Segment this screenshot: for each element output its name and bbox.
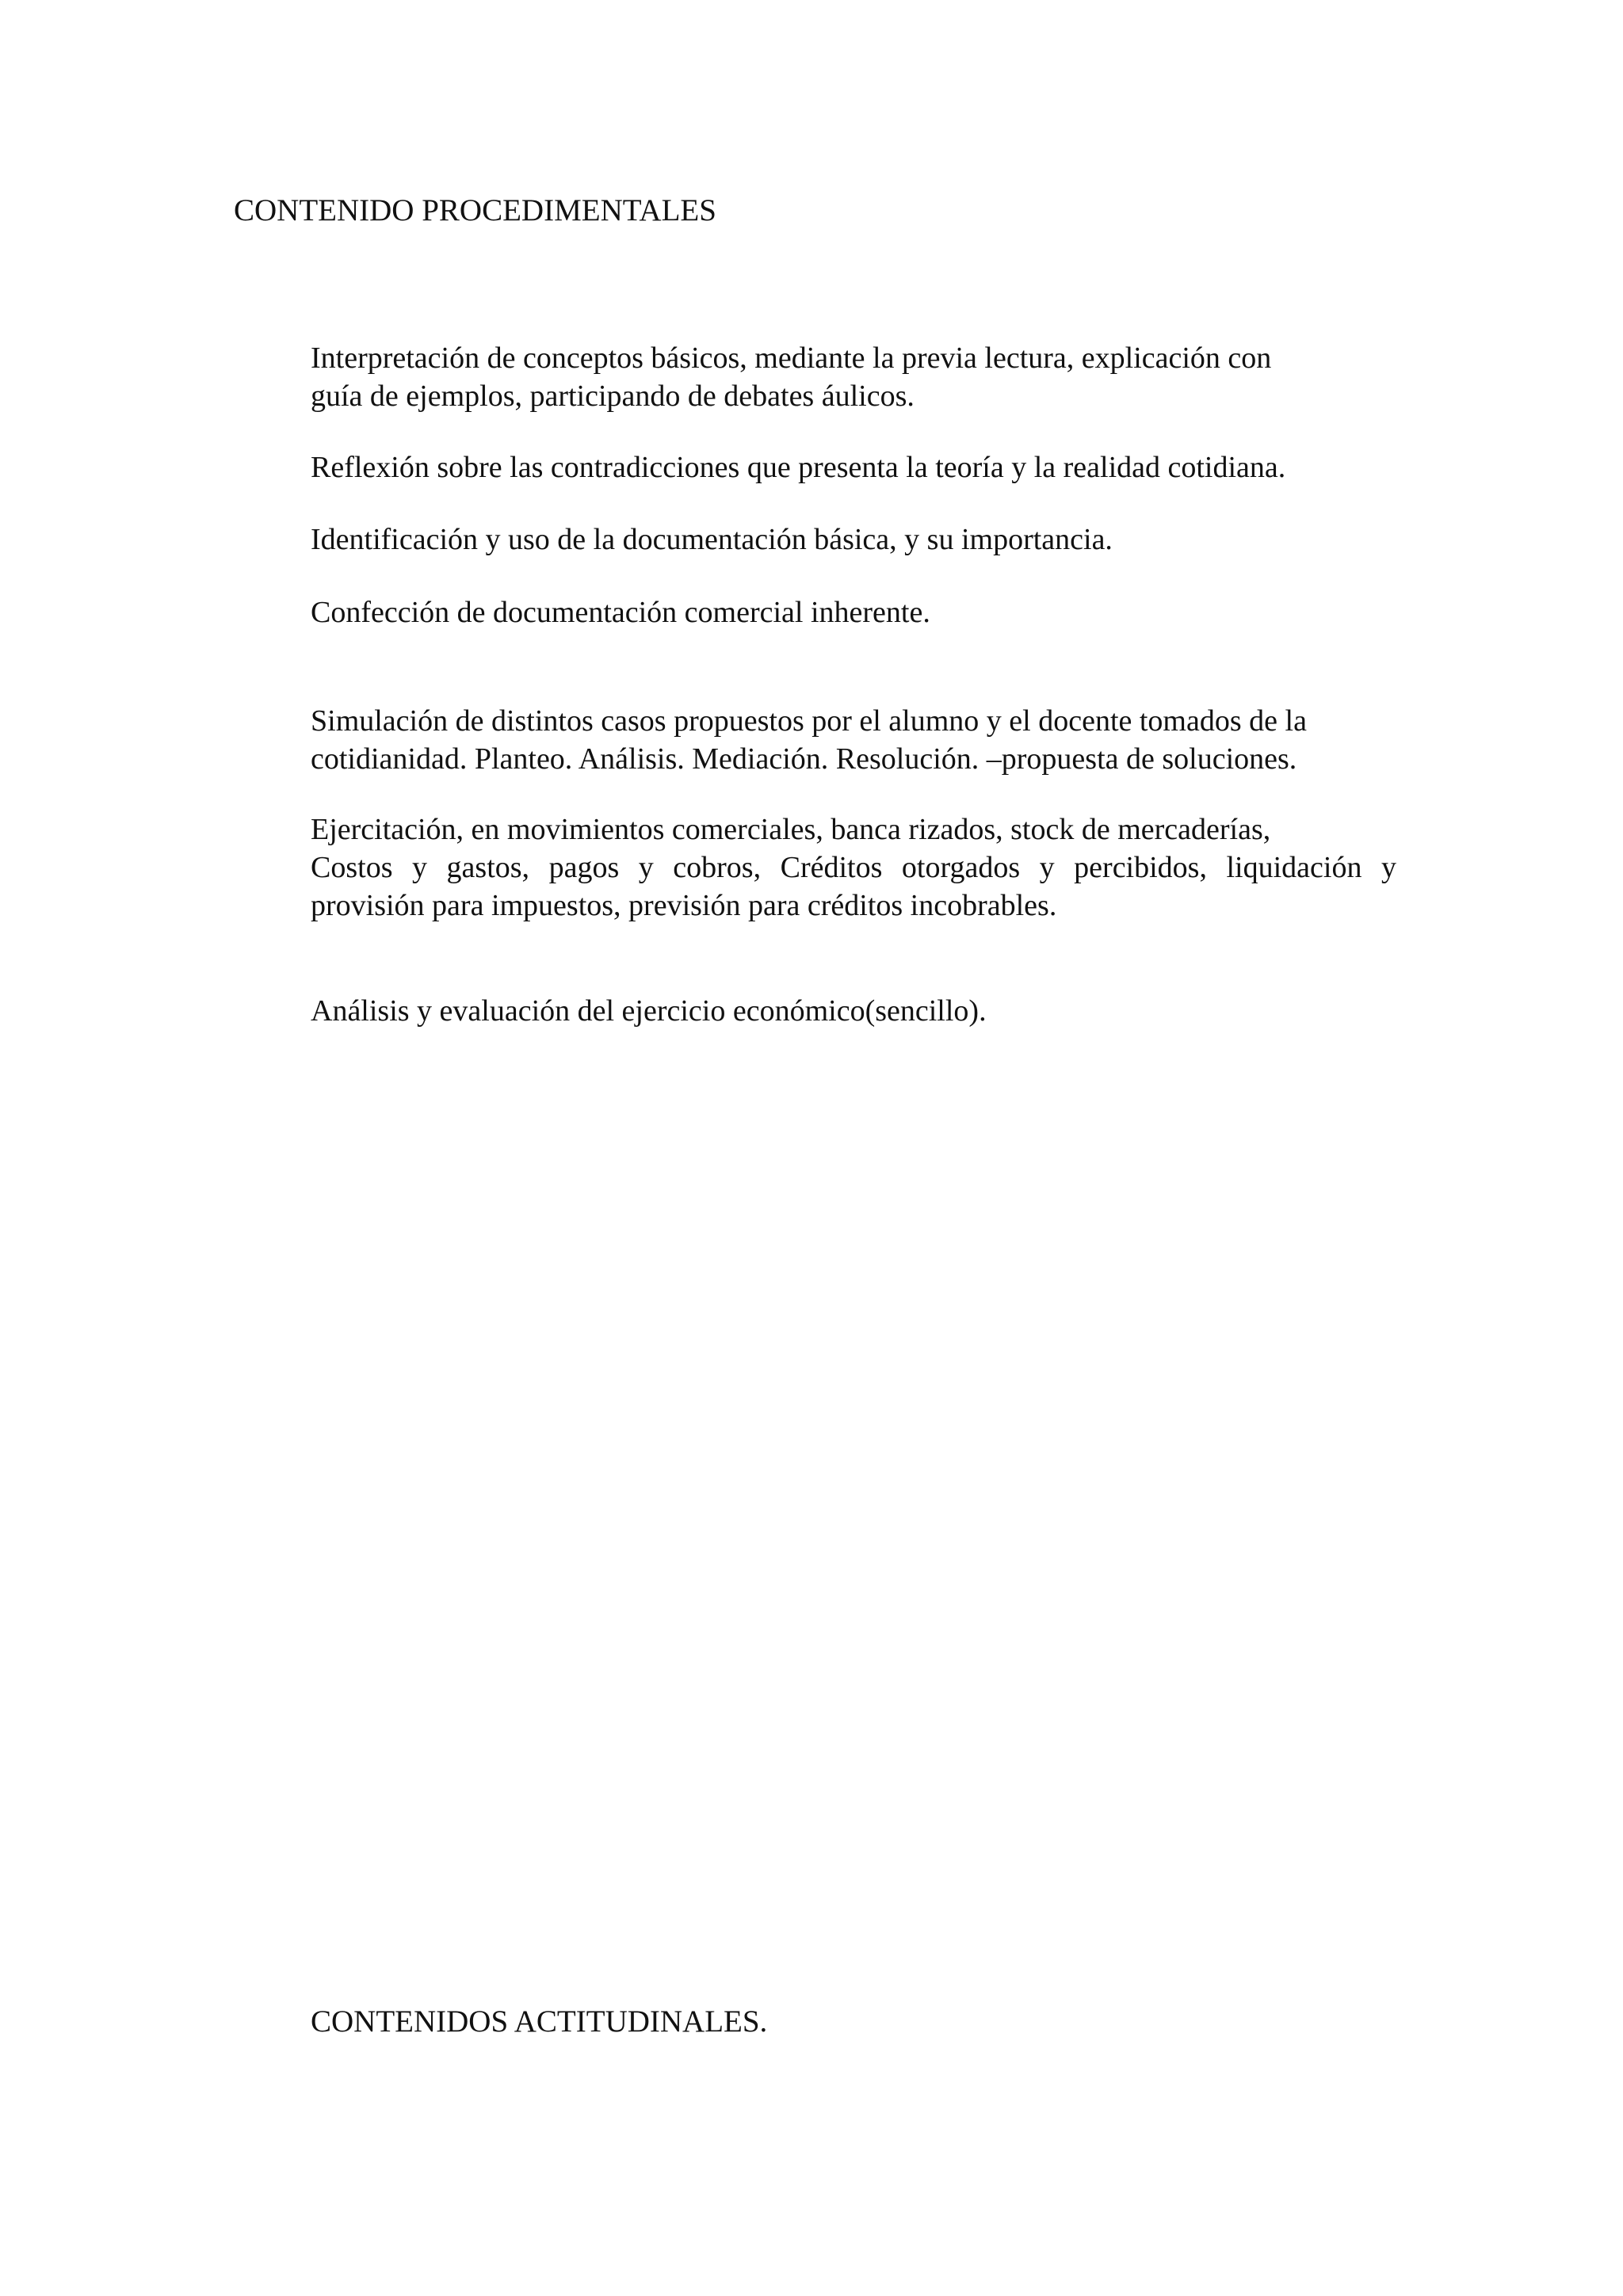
paragraph-analisis: [311, 992, 1396, 1030]
paragraph-interpretacion: [311, 339, 1396, 415]
paragraph-confeccion: [311, 593, 1396, 631]
paragraph-line: Análisis y evaluación del ejercicio económico(sencillo).: [311, 994, 987, 1028]
paragraph-line: guía de ejemplos, participando de debates áulicos.: [311, 379, 915, 413]
paragraph-line: provisión para impuestos, previsión para créditos incobrables.: [311, 889, 1057, 922]
paragraph-line: Reflexión sobre las contradicciones que presenta la teoría y la realidad cotidiana.: [311, 451, 1286, 484]
paragraph-line: cotidianidad. Planteo. Análisis. Mediación. Resolución. –propuesta de soluciones.: [311, 742, 1297, 776]
paragraph-reflexion: [311, 448, 1396, 486]
paragraph-simulacion: [311, 702, 1396, 778]
paragraph-line: Identificación y uso de la documentación básica, y su importancia.: [311, 523, 1113, 556]
paragraph-identificacion: [311, 521, 1396, 559]
paragraph-ejercitacion: [311, 810, 1396, 925]
paragraph-line: Simulación de distintos casos propuestos por el alumno y el docente tomados de la: [311, 704, 1307, 738]
section-heading-actitudinales: CONTENIDOS ACTITUDINALES.: [311, 2004, 768, 2039]
paragraph-line: Ejercitación, en movimientos comerciales, banca rizados, stock de mercaderías,: [311, 813, 1271, 846]
paragraph-line: Confección de documentación comercial inherente.: [311, 596, 930, 629]
section-heading-procedimentales: CONTENIDO PROCEDIMENTALES: [234, 193, 716, 227]
paragraph-line: Interpretación de conceptos básicos, mediante la previa lectura, explicación con: [311, 341, 1272, 375]
paragraph-line: Costos y gastos, pagos y cobros, Créditos otorgados y percibidos, liquidación y: [311, 851, 1396, 884]
